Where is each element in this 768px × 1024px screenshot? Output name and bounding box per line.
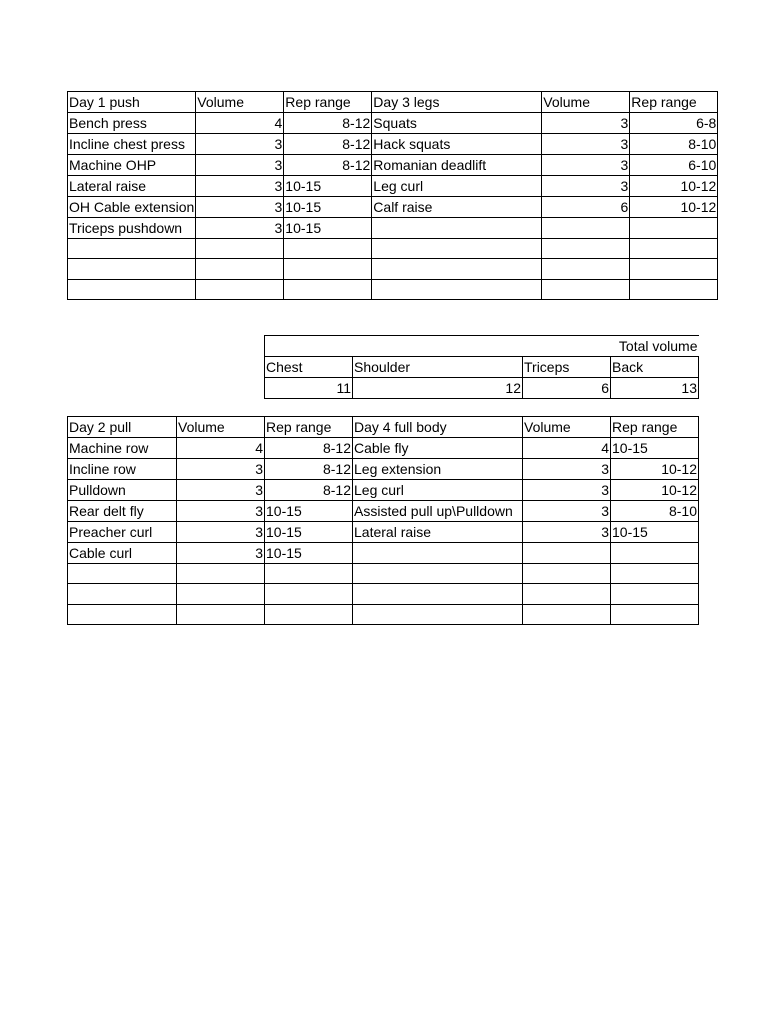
table1-cell-exercise[interactable]: OH Cable extension <box>68 197 196 218</box>
table2-cell-rep-range[interactable]: 8-10 <box>611 501 699 522</box>
table2-cell-exercise[interactable]: Rear delt fly <box>68 501 177 522</box>
table1-row <box>68 259 718 279</box>
table2-cell-volume[interactable]: 3 <box>177 459 265 480</box>
table1-row <box>68 239 718 259</box>
table2-cell-rep-range[interactable]: 8-12 <box>265 480 353 501</box>
table1-cell-volume[interactable]: 6 <box>542 197 630 218</box>
table2-cell-volume[interactable]: 3 <box>523 501 611 522</box>
table1-cell-exercise[interactable] <box>68 279 196 299</box>
table2-row <box>68 584 699 604</box>
total-volume-title[interactable]: Total volume <box>265 336 699 357</box>
table1-cell-exercise[interactable]: Incline chest press <box>68 134 196 155</box>
table1-cell-rep-range[interactable] <box>630 279 718 299</box>
table1-cell-volume[interactable] <box>542 259 630 279</box>
day2-day4-body <box>68 417 699 625</box>
table2-cell-exercise[interactable]: Cable fly <box>353 438 523 459</box>
table2-cell-exercise[interactable]: Cable curl <box>68 543 177 564</box>
table1-cell-rep-range[interactable]: 10-15 <box>284 218 372 239</box>
table2-header-cell[interactable]: Day 4 full body <box>353 417 523 438</box>
table2-cell-volume[interactable]: 3 <box>177 501 265 522</box>
table1-header-cell[interactable]: Rep range <box>630 92 718 113</box>
day2-day4-table <box>67 416 699 625</box>
table1-cell-rep-range[interactable]: 6-10 <box>630 155 718 176</box>
table2-cell-exercise[interactable]: Machine row <box>68 438 177 459</box>
table1-cell-exercise[interactable]: Lateral raise <box>68 176 196 197</box>
table1-cell-exercise[interactable]: Leg curl <box>372 176 542 197</box>
table2-cell-volume[interactable]: 3 <box>177 480 265 501</box>
table1-cell-rep-range[interactable] <box>630 218 718 239</box>
table2-cell-exercise[interactable] <box>68 584 177 604</box>
table1-cell-exercise[interactable]: Romanian deadlift <box>372 155 542 176</box>
table1-cell-rep-range[interactable]: 10-15 <box>284 176 372 197</box>
table1-cell-exercise[interactable] <box>372 239 542 259</box>
table1-row <box>68 113 718 134</box>
table1-cell-rep-range[interactable]: 10-12 <box>630 176 718 197</box>
table2-header-cell[interactable]: Day 2 pull <box>68 417 177 438</box>
table1-cell-volume[interactable]: 3 <box>196 134 284 155</box>
table1-cell-volume[interactable] <box>542 279 630 299</box>
table1-cell-rep-range[interactable]: 8-12 <box>284 113 372 134</box>
table2-cell-exercise[interactable] <box>353 543 523 564</box>
table1-cell-exercise[interactable]: Calf raise <box>372 197 542 218</box>
day1-day3-table <box>67 91 718 300</box>
table2-cell-volume[interactable] <box>523 584 611 604</box>
total-volume-values-row <box>265 378 699 399</box>
table2-cell-volume[interactable]: 3 <box>177 543 265 564</box>
table1-cell-rep-range[interactable] <box>284 279 372 299</box>
table1-header-cell[interactable]: Volume <box>542 92 630 113</box>
total-value-chest[interactable]: 11 <box>265 378 353 399</box>
table2-cell-volume[interactable] <box>523 604 611 624</box>
table1-cell-exercise[interactable]: Squats <box>372 113 542 134</box>
table2-cell-exercise[interactable]: Leg extension <box>353 459 523 480</box>
total-label-shoulder[interactable]: Shoulder <box>353 357 523 378</box>
table2-cell-exercise[interactable]: Assisted pull up\Pulldown <box>353 501 523 522</box>
table2-cell-rep-range[interactable] <box>611 604 699 624</box>
table2-cell-rep-range[interactable] <box>611 543 699 564</box>
table1-cell-exercise[interactable] <box>372 259 542 279</box>
total-volume-title-row <box>265 336 699 357</box>
table1-cell-volume[interactable]: 3 <box>196 218 284 239</box>
table2-cell-rep-range[interactable] <box>265 584 353 604</box>
total-value-back[interactable]: 13 <box>611 378 699 399</box>
table1-cell-volume[interactable]: 3 <box>542 176 630 197</box>
table1-row <box>68 218 718 239</box>
table2-cell-volume[interactable]: 3 <box>523 522 611 543</box>
total-label-triceps[interactable]: Triceps <box>523 357 611 378</box>
table2-cell-exercise[interactable]: Leg curl <box>353 480 523 501</box>
table1-cell-volume[interactable]: 3 <box>542 113 630 134</box>
table2-cell-exercise[interactable] <box>353 564 523 584</box>
table2-cell-exercise[interactable] <box>68 564 177 584</box>
table1-cell-volume[interactable] <box>196 239 284 259</box>
table1-cell-volume[interactable]: 3 <box>542 134 630 155</box>
total-volume-labels-row <box>265 357 699 378</box>
table1-cell-volume[interactable]: 4 <box>196 113 284 134</box>
table2-cell-volume[interactable]: 4 <box>177 438 265 459</box>
table2-cell-volume[interactable] <box>177 584 265 604</box>
table2-header-cell[interactable]: Volume <box>523 417 611 438</box>
table1-row <box>68 155 718 176</box>
total-label-back[interactable]: Back <box>611 357 699 378</box>
table1-header-row <box>68 92 718 113</box>
table2-row <box>68 438 699 459</box>
table2-cell-exercise[interactable]: Preacher curl <box>68 522 177 543</box>
table2-cell-rep-range[interactable] <box>265 564 353 584</box>
table1-cell-volume[interactable] <box>196 259 284 279</box>
table2-row <box>68 564 699 584</box>
table2-cell-rep-range[interactable] <box>611 584 699 604</box>
table2-cell-volume[interactable]: 4 <box>523 438 611 459</box>
table2-cell-rep-range[interactable]: 8-12 <box>265 459 353 480</box>
table2-cell-exercise[interactable] <box>353 604 523 624</box>
table2-header-cell[interactable]: Rep range <box>265 417 353 438</box>
table1-cell-exercise[interactable] <box>68 239 196 259</box>
table1-header-cell[interactable]: Volume <box>196 92 284 113</box>
table2-header-cell[interactable]: Volume <box>177 417 265 438</box>
table1-cell-rep-range[interactable]: 8-12 <box>284 134 372 155</box>
table1-cell-exercise[interactable] <box>372 279 542 299</box>
table2-cell-exercise[interactable] <box>68 604 177 624</box>
table1-cell-rep-range[interactable] <box>630 239 718 259</box>
total-label-chest[interactable]: Chest <box>265 357 353 378</box>
table1-cell-exercise[interactable]: Machine OHP <box>68 155 196 176</box>
table1-cell-volume[interactable]: 3 <box>542 155 630 176</box>
table1-cell-exercise[interactable] <box>372 218 542 239</box>
table2-cell-rep-range[interactable]: 10-15 <box>611 522 699 543</box>
table1-cell-volume[interactable] <box>196 279 284 299</box>
table1-cell-volume[interactable] <box>542 218 630 239</box>
table2-cell-rep-range[interactable] <box>611 564 699 584</box>
table2-row <box>68 604 699 624</box>
table2-cell-rep-range[interactable]: 10-15 <box>265 501 353 522</box>
table2-cell-volume[interactable] <box>177 604 265 624</box>
table1-cell-rep-range[interactable]: 8-12 <box>284 155 372 176</box>
total-value-shoulder[interactable]: 12 <box>353 378 523 399</box>
day1-day3-body <box>68 92 718 300</box>
total-volume-table <box>264 335 699 399</box>
table1-cell-exercise[interactable] <box>68 259 196 279</box>
table1-cell-volume[interactable]: 3 <box>196 197 284 218</box>
table2-cell-volume[interactable] <box>523 543 611 564</box>
table1-row <box>68 176 718 197</box>
table2-header-cell[interactable]: Rep range <box>611 417 699 438</box>
table1-cell-rep-range[interactable]: 8-10 <box>630 134 718 155</box>
table2-header-row <box>68 417 699 438</box>
table1-row <box>68 197 718 218</box>
table1-cell-rep-range[interactable]: 6-8 <box>630 113 718 134</box>
table1-cell-rep-range[interactable] <box>284 239 372 259</box>
table2-cell-exercise[interactable]: Incline row <box>68 459 177 480</box>
table1-cell-rep-range[interactable]: 10-15 <box>284 197 372 218</box>
table2-cell-rep-range[interactable]: 10-15 <box>265 543 353 564</box>
table2-cell-volume[interactable]: 3 <box>523 480 611 501</box>
table1-cell-exercise[interactable]: Triceps pushdown <box>68 218 196 239</box>
table2-cell-rep-range[interactable]: 10-15 <box>611 438 699 459</box>
table1-cell-rep-range[interactable] <box>284 259 372 279</box>
table2-row <box>68 459 699 480</box>
table1-header-cell[interactable]: Rep range <box>284 92 372 113</box>
table2-cell-rep-range[interactable]: 10-15 <box>265 522 353 543</box>
table2-cell-exercise[interactable] <box>353 584 523 604</box>
table2-row <box>68 543 699 564</box>
table2-row <box>68 522 699 543</box>
table1-cell-volume[interactable]: 3 <box>196 176 284 197</box>
table1-row <box>68 134 718 155</box>
table1-row <box>68 279 718 299</box>
table2-cell-rep-range[interactable] <box>265 604 353 624</box>
table2-cell-volume[interactable]: 3 <box>523 459 611 480</box>
table2-cell-exercise[interactable]: Lateral raise <box>353 522 523 543</box>
table1-cell-volume[interactable]: 3 <box>196 155 284 176</box>
table2-cell-volume[interactable]: 3 <box>177 522 265 543</box>
table1-cell-rep-range[interactable] <box>630 259 718 279</box>
table2-row <box>68 501 699 522</box>
table1-header-cell[interactable]: Day 3 legs <box>372 92 542 113</box>
table2-cell-exercise[interactable]: Pulldown <box>68 480 177 501</box>
table1-cell-rep-range[interactable]: 10-12 <box>630 197 718 218</box>
table2-cell-volume[interactable] <box>177 564 265 584</box>
table1-header-cell[interactable]: Day 1 push <box>68 92 196 113</box>
table2-cell-rep-range[interactable]: 8-12 <box>265 438 353 459</box>
table1-cell-exercise[interactable]: Bench press <box>68 113 196 134</box>
table2-cell-rep-range[interactable]: 10-12 <box>611 459 699 480</box>
table1-cell-volume[interactable] <box>542 239 630 259</box>
table1-cell-exercise[interactable]: Hack squats <box>372 134 542 155</box>
table2-cell-volume[interactable] <box>523 564 611 584</box>
table2-row <box>68 480 699 501</box>
total-value-triceps[interactable]: 6 <box>523 378 611 399</box>
table2-cell-rep-range[interactable]: 10-12 <box>611 480 699 501</box>
